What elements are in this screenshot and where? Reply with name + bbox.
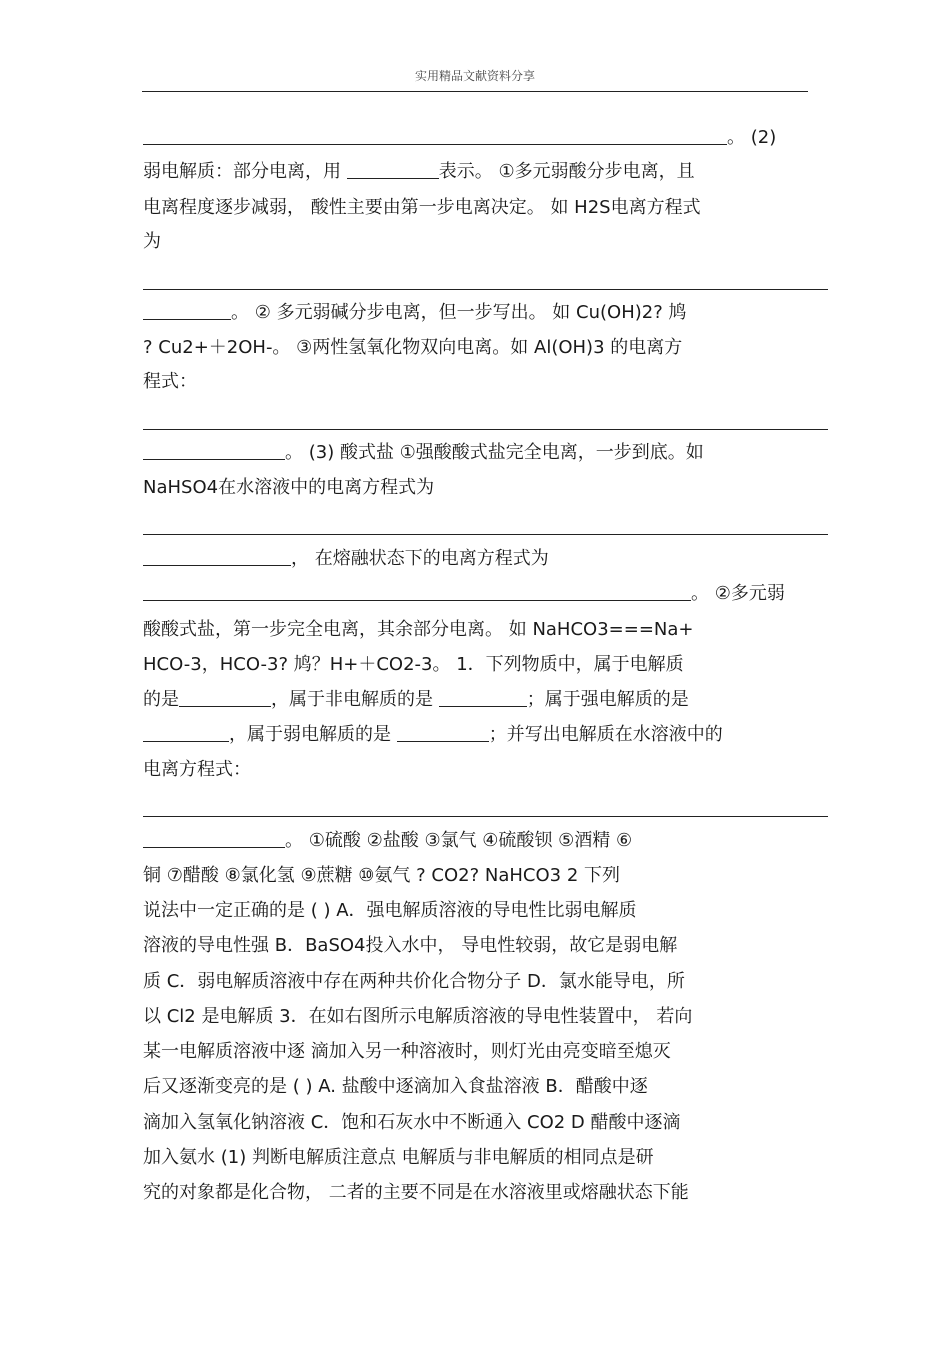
text-line: 以 Cl2 是电解质 3．在如右图所示电解质溶液的导电性装置中， 若向 <box>143 1006 693 1027</box>
answer-rule <box>143 534 828 535</box>
text-line: 究的对象都是化合物， 二者的主要不同是在水溶液里或熔融状态下能 <box>143 1182 689 1203</box>
text-line: 电离方程式： <box>143 759 251 780</box>
text-line: 程式： <box>143 371 197 392</box>
text-line: 。 ②多元弱 <box>143 579 843 609</box>
answer-blank <box>143 721 229 742</box>
text-line: 。 (2) <box>143 123 843 153</box>
answer-rule <box>143 289 828 290</box>
header-divider <box>142 91 808 92</box>
text-line: 某一电解质溶液中逐 滴加入另一种溶液时，则灯光由亮变暗至熄灭 <box>143 1041 671 1062</box>
text-line: 。 ② 多元弱碱分步电离，但一步写出。 如 Cu(OH)2? 鸠 <box>143 298 843 328</box>
text-line: 后又逐渐变亮的是 ( ) A. 盐酸中逐滴加入食盐溶液 B．醋酸中逐 <box>143 1076 648 1097</box>
text-line: 为 <box>143 231 161 252</box>
text-line: ， 在熔融状态下的电离方程式为 <box>143 544 843 574</box>
text-line: NaHSO4在水溶液中的电离方程式为 <box>143 477 435 498</box>
answer-blank <box>143 580 691 601</box>
text-line: 酸酸式盐，第一步完全电离，其余部分电离。 如 NaHCO3===Na+ <box>143 619 694 640</box>
text-line: 滴加入氢氧化钠溶液 C．饱和石灰水中不断通入 CO2 D 醋酸中逐滴 <box>143 1112 681 1133</box>
page-header: 实用精品文献资料分享 <box>414 69 535 83</box>
answer-blank <box>143 827 285 848</box>
text-line: 。 ①硫酸 ②盐酸 ③氯气 ④硫酸钡 ⑤酒精 ⑥ <box>143 826 843 856</box>
text-line: 加入氨水 (1) 判断电解质注意点 电解质与非电解质的相同点是研 <box>143 1147 654 1168</box>
text-line: 铜 ⑦醋酸 ⑧氯化氢 ⑨蔗糖 ⑩氨气 ? CO2? NaHCO3 2 下列 <box>143 865 621 886</box>
answer-blank <box>347 158 439 179</box>
text-line: HCO-3，HCO-3? 鸠？H+＋CO2-3。 1．下列物质中，属于电解质 <box>143 654 684 675</box>
answer-blank <box>143 124 727 145</box>
text-line: 的是 ，属于非电解质的是 ；属于强电解质的是 <box>143 685 843 715</box>
text-line: 说法中一定正确的是 ( ) A．强电解质溶液的导电性比弱电解质 <box>143 900 637 921</box>
text-line: ? Cu2+＋2OH-。 ③两性氢氧化物双向电离。如 Al(OH)3 的电离方 <box>143 337 683 358</box>
answer-rule <box>143 429 828 430</box>
text-line: 弱电解质：部分电离，用 表示。 ①多元弱酸分步电离，且 <box>143 157 843 187</box>
text-line: ，属于弱电解质的是 ；并写出电解质在水溶液中的 <box>143 720 843 750</box>
answer-blank <box>179 686 271 707</box>
answer-rule <box>143 816 828 817</box>
text-line: 溶液的导电性强 B．BaSO4投入水中， 导电性较弱，故它是弱电解 <box>143 935 678 956</box>
answer-blank <box>143 439 285 460</box>
answer-blank <box>143 545 291 566</box>
text-line: 质 C．弱电解质溶液中存在两种共价化合物分子 D．氯水能导电，所 <box>143 971 685 992</box>
text-line: 电离程度逐步减弱， 酸性主要由第一步电离决定。 如 H2S电离方程式 <box>143 197 701 218</box>
answer-blank <box>439 686 527 707</box>
text-line: 。 (3) 酸式盐 ①强酸酸式盐完全电离，一步到底。如 <box>143 438 843 468</box>
answer-blank <box>397 721 489 742</box>
answer-blank <box>143 299 231 320</box>
